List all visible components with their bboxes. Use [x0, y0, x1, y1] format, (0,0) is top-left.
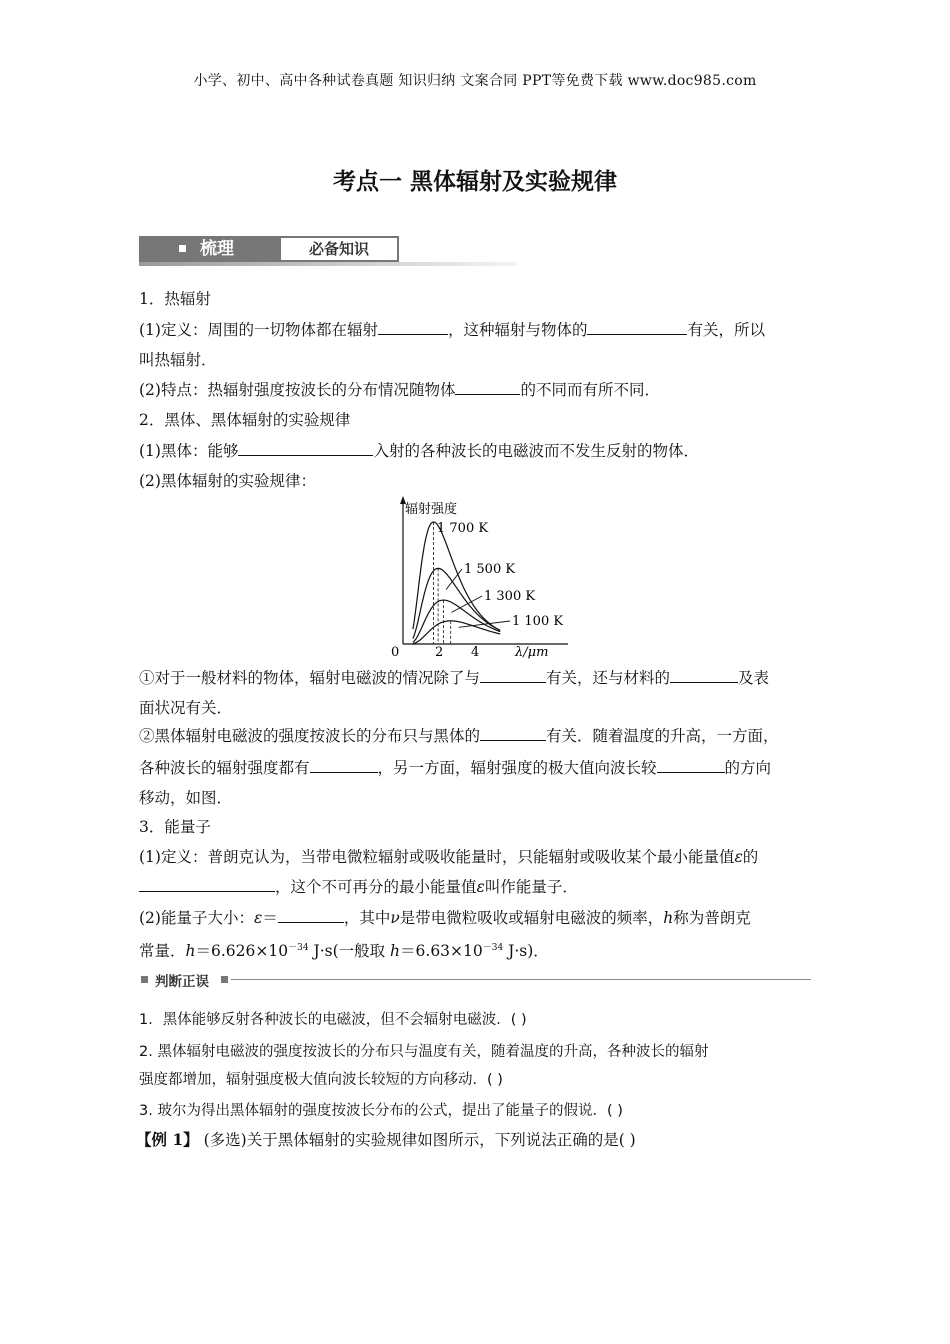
blackbody-chart	[382, 494, 572, 659]
banner-dark-tab	[139, 236, 281, 262]
text-line: (2)黑体辐射的实验规律：	[139, 472, 316, 490]
example-text: (多选)关于黑体辐射的实验规律如图所示，下列说法正确的是( )	[198, 1131, 636, 1149]
text-line: 各种波长的辐射强度都有 ，另一方面，辐射强度的极大值向波长较 的方向	[139, 759, 772, 777]
fill-blank	[139, 877, 275, 892]
example-line	[136, 1130, 636, 1150]
fill-blank	[238, 441, 373, 456]
judge-label: 判断正误	[155, 974, 209, 990]
series-label: 1 100 K	[512, 614, 564, 629]
judge-item: 3. 玻尔为得出黑体辐射的强度按波长分布的公式，提出了能量子的假说．( )	[139, 1103, 623, 1119]
fill-blank	[587, 320, 687, 335]
text-line: ①对于一般材料的物体，辐射电磁波的情况除了与 有关，还与材料的 及表	[139, 669, 770, 687]
banner-dark-label: 梳理	[200, 239, 234, 259]
x-tick-label: 2	[435, 645, 444, 659]
y-axis-label: 辐射强度	[405, 502, 458, 517]
fill-blank	[378, 320, 448, 335]
text-line: ，这个不可再分的最小能量值ε叫作能量子．	[139, 877, 578, 897]
judge-item: 1．黑体能够反射各种波长的电磁波，但不会辐射电磁波．( )	[139, 1012, 527, 1028]
series-leader-line	[452, 596, 483, 612]
text-line: 面状况有关．	[139, 699, 233, 717]
judge-item-cont: 强度都增加，辐射强度极大值向波长较短的方向移动．( )	[139, 1072, 503, 1088]
x-tick-label: 4	[471, 645, 480, 659]
fill-blank	[657, 758, 725, 773]
series-label: 1 300 K	[484, 589, 536, 604]
square-icon	[141, 976, 148, 983]
text-line: (2)特点：热辐射强度按波长的分布情况随物体 的不同而有所不同．	[139, 381, 660, 399]
judge-heading	[139, 972, 811, 988]
text-line: 移动，如图．	[139, 789, 233, 807]
fill-blank	[480, 726, 546, 741]
square-icon	[221, 976, 228, 983]
text-line: (2)能量子大小：ε＝ ，其中ν是带电微粒吸收或辐射电磁波的频率，h称为普朗克	[139, 909, 751, 927]
section-title: 考点一 黑体辐射及实验规律	[332, 169, 617, 195]
series-label: 1 700 K	[437, 521, 489, 536]
judge-item: 2. 黑体辐射电磁波的强度按波长的分布只与温度有关，随着温度的升高，各种波长的辐射	[139, 1044, 709, 1060]
text-line: 2．黑体、黑体辐射的实验规律	[139, 411, 351, 429]
text-line: (1)定义：周围的一切物体都在辐射 ，这种辐射与物体的 有关，所以	[139, 321, 765, 339]
square-icon	[179, 245, 186, 252]
series-label: 1 500 K	[464, 562, 516, 577]
x-axis-label: λ/μm	[515, 645, 549, 659]
text-line: (1)黑体：能够 入射的各种波长的电磁波而不发生反射的物体．	[139, 442, 699, 460]
origin-label: 0	[391, 645, 400, 659]
text-line: 1．热辐射	[139, 290, 211, 308]
fill-blank	[670, 668, 738, 683]
divider	[231, 979, 811, 980]
page-header: 小学、初中、高中各种试卷真题 知识归纳 文案合同 PPT等免费下载 www.doc985.com	[193, 73, 757, 89]
review-banner	[139, 236, 517, 266]
text-line: ②黑体辐射电磁波的强度按波长的分布只与黑体的 有关．随着温度的升高，一方面，	[139, 727, 779, 745]
fill-blank	[455, 380, 520, 395]
fill-blank	[278, 908, 344, 923]
text-line: 3．能量子	[139, 818, 211, 836]
text-line: (1)定义：普朗克认为，当带电微粒辐射或吸收能量时，只能辐射或吸收某个最小能量值ε的	[139, 848, 759, 866]
banner-underline	[139, 262, 517, 266]
fill-blank	[480, 668, 546, 683]
text-line: 常量．$h=6.626\times 10^{-34}$ J·s(一般取 $h=6.63\times 10^{-34}$ J·s)．	[139, 942, 549, 961]
fill-blank	[310, 758, 378, 773]
banner-light-label: 必备知识	[281, 236, 399, 262]
example-tag: 【例 1】	[136, 1130, 199, 1149]
text-line: 叫热辐射．	[139, 351, 217, 369]
